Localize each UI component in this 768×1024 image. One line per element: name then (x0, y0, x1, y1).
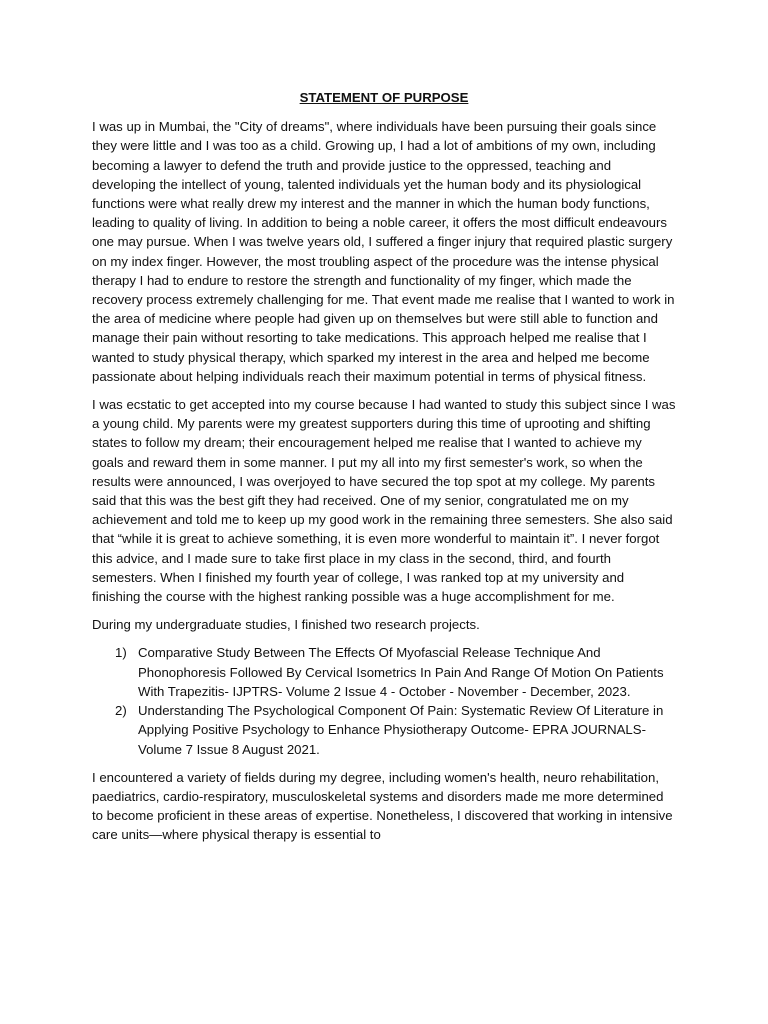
list-item-text: Comparative Study Between The Effects Of Myofascial Release Technique And Phonophoresis Followed By Cervical Isometrics In Pain And Range Of Motion On Patients With Trapezitis- IJPTRS- Volume 2 Issue 4 - October - November - December, 2023. (138, 645, 664, 699)
document-title: STATEMENT OF PURPOSE (299, 90, 469, 105)
list-item-text: Understanding The Psychological Component Of Pain: Systematic Review Of Literature in Applying Positive Psychology to Enhance Physiotherapy Outcome- EPRA JOURNALS- Volume 7 Issue 8 August 2021. (138, 703, 664, 757)
paragraph-2: I was ecstatic to get accepted into my course because I had wanted to study this subject since I was a young child. My parents were my greatest supporters during this time of uprooting and shifting states to follow my dream; their encouragement helped me realise that I wanted to achieve my goals and reward them in some manner. I put my all into my first semester's work, so when the results were announced, I was overjoyed to have secured the top spot at my college. My parents said that this was the best gift they had received. One of my senior, congratulated me on my achievement and told me to keep up my good work in the remaining three semesters. She also said that “while it is great to achieve something, it is even more wonderful to maintain it”. I never forgot this advice, and I made sure to take first place in my class in the second, third, and fourth semesters. When I finished my fourth year of college, I was ranked top at my university and finishing the course with the highest ranking possible was a huge accomplishment for me. (92, 397, 676, 605)
list-item (92, 643, 676, 701)
paragraph-1: I was up in Mumbai, the "City of dreams", where individuals have been pursuing their goals since they were little and I was too as a child. Growing up, I had a lot of ambitions of my own, including becoming a lawyer to defend the truth and provide justice to the oppressed, teaching and developing the intellect of young, talented individuals yet the human body and its physiological functions were what really drew my interest and the manner in which the human body functions, leading to quality of living. In addition to being a noble career, it offers the most difficult endeavours one may pursue. When I was twelve years old, I suffered a finger injury that required plastic surgery on my index finger. However, the most troubling aspect of the procedure was the intense physical therapy I had to endure to restore the strength and functionality of my finger, which made the recovery process extremely challenging for me. That event made me realise that I wanted to work in the area of medicine where people had given up on themselves but were still able to function and manage their pain without resorting to take medications. This approach helped me realise that I wanted to study physical therapy, which sparked my interest in the area and helped me become passionate about helping individuals reach their maximum potential in terms of physical fitness. (92, 119, 675, 384)
list-item-number: 1) (115, 645, 127, 661)
paragraph-3: During my undergraduate studies, I finished two research projects. (92, 617, 480, 633)
list-item-number: 2) (115, 703, 127, 719)
paragraph-4: I encountered a variety of fields during my degree, including women's health, neuro rehabilitation, paediatrics, cardio-respiratory, musculoskeletal systems and disorders made me more determined to become proficient in these areas of expertise. Nonetheless, I discovered that working in intensive care units—where physical therapy is essential to (92, 769, 673, 843)
list-item (92, 701, 676, 759)
research-projects-list (92, 643, 676, 758)
